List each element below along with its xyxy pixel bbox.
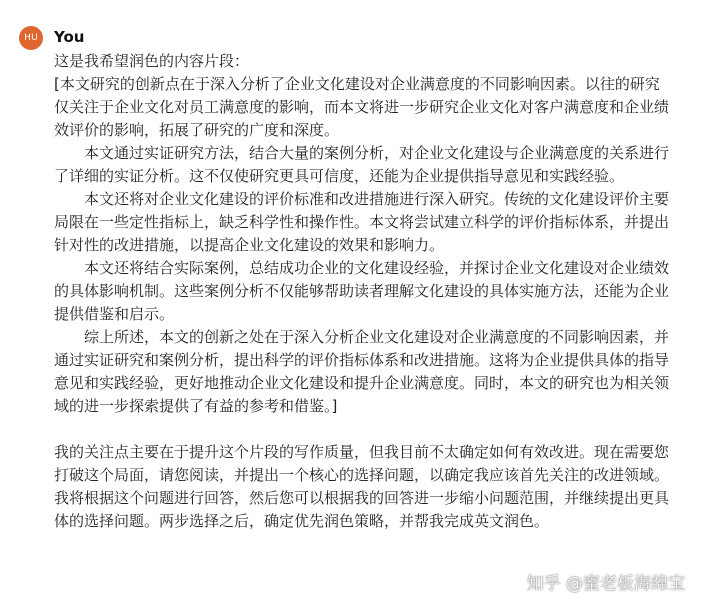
paragraph-4: 本文还将结合实际案例，总结成功企业的文化建设经验，并探讨企业文化建设对企业绩效的具体影响机制。这些案例分析不仅能够帮助读者理解文化建设的具体实施方法，还能为企业提供借鉴和启示。	[54, 259, 670, 323]
paragraph-2: 本文通过实证研究方法，结合大量的案例分析，对企业文化建设与企业满意度的关系进行了详细的实证分析。这不仅使研究更具可信度，还能为企业提供指导意见和实践经验。	[54, 144, 670, 185]
request-paragraph: 我的关注点主要在于提升这个片段的写作质量，但我目前不太确定如何有效改进。现在需要您打破这个局面，请您阅读，并提出一个核心的选择问题，以确定我应该首先关注的改进领域。我将根据这个问题进行回答，然后您可以根据我的回答进一步缩小问题范围，并继续提出更具体的选择问题。两步选择之后，确定优先润色策略，并帮我完成英文润色。	[54, 443, 670, 530]
paragraph-5: 综上所述，本文的创新之处在于深入分析企业文化建设对企业满意度的不同影响因素，并通过实证研究和案例分析，提出科学的评价指标体系和改进措施。这将为企业提供具体的指导意见和实践经验，更好地推动企业文化建设和提升企业满意度。同时，本文的研究也为相关领域的进一步探索提供了有益的参考和借鉴。]	[54, 328, 670, 415]
paragraph-3: 本文还将对企业文化建设的评价标准和改进措施进行深入研究。传统的文化建设评价主要局限在一些定性指标上，缺乏科学性和操作性。本文将尝试建立科学的评价指标体系，并提出针对性的改进措施，以提高企业文化建设的效果和影响力。	[54, 190, 670, 254]
paragraph-gap	[54, 418, 674, 441]
paragraph-1: [本文研究的创新点在于深入分析了企业文化建设对企业满意度的不同影响因素。以往的研究仅关注于企业文化对员工满意度的影响，而本文将进一步研究企业文化对客户满意度和企业绩效评价的影响，拓展了研究的广度和深度。	[54, 75, 670, 139]
intro-line: 这是我希望润色的内容片段：	[54, 52, 250, 70]
sender-name: You	[54, 28, 85, 46]
watermark: 知乎 @蜜老板海绵宝	[526, 574, 685, 594]
user-avatar: HU	[19, 26, 43, 50]
message-body	[54, 50, 674, 533]
